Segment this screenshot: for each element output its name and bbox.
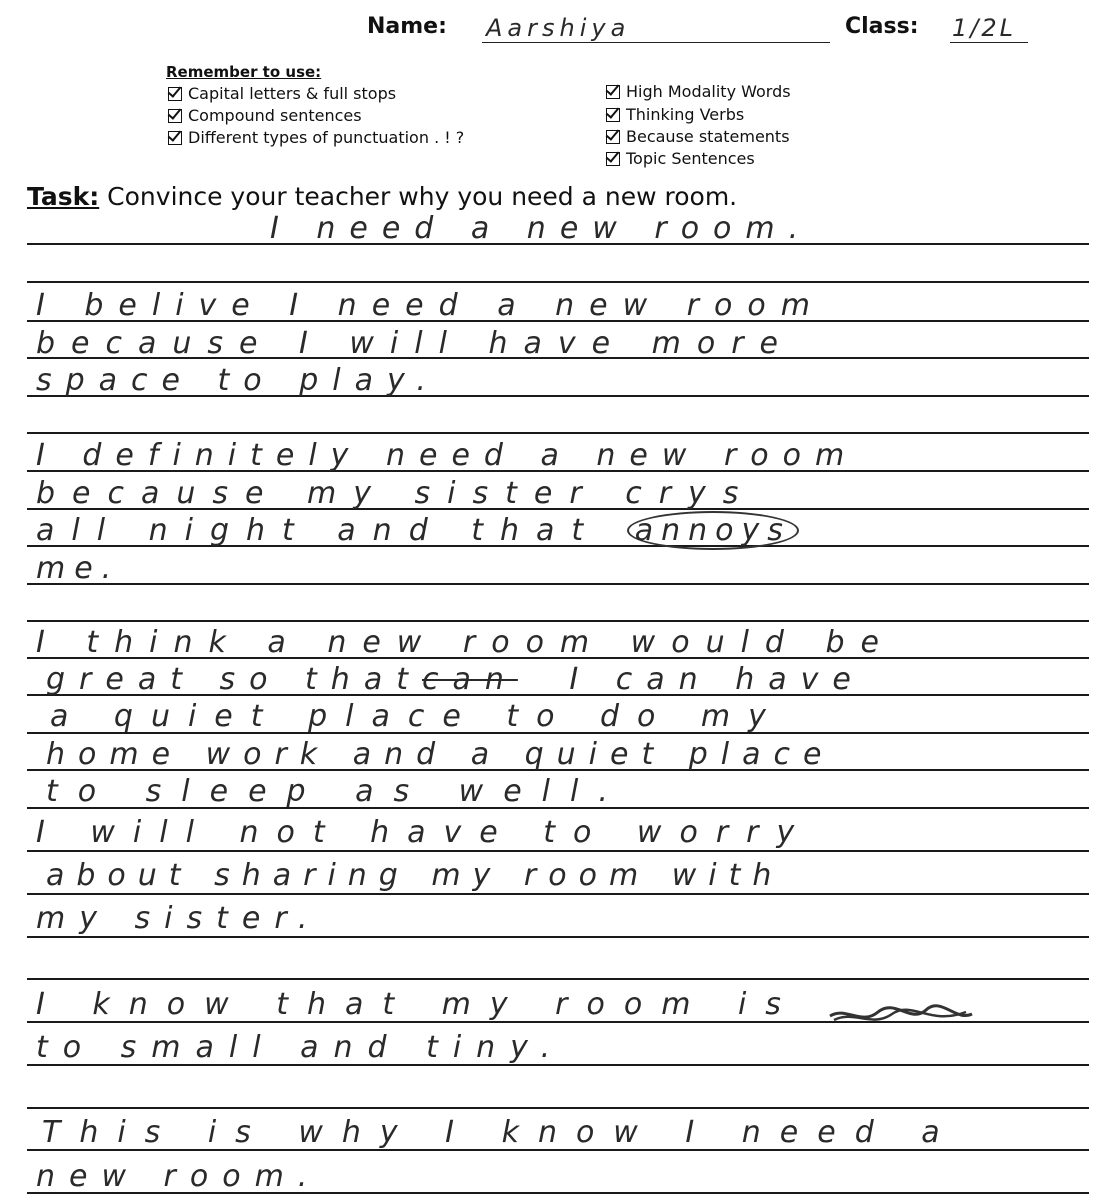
handwritten-line: to sleep as well. — [46, 774, 628, 809]
class-label: Class: — [845, 14, 919, 39]
name-label: Name: — [367, 14, 447, 39]
class-underline — [950, 42, 1028, 43]
handwritten-line: my sister. — [36, 901, 322, 936]
handwritten-line: home work and a quiet place — [46, 737, 835, 772]
ruled-line — [27, 850, 1089, 852]
handwritten-line: I know that my room is — [36, 987, 800, 1022]
checked-box-icon — [168, 109, 182, 123]
checked-box-icon — [606, 108, 620, 122]
handwritten-line: I think a new room would be — [36, 625, 896, 660]
handwritten-line: I will not have to worry — [36, 815, 813, 850]
crossed-out-word: can — [421, 662, 518, 697]
task-label: Task: — [27, 182, 100, 211]
class-value: 1/2L — [952, 14, 1016, 42]
checklist-item: Because statements — [606, 127, 790, 146]
circled-word: annoys — [627, 511, 799, 550]
task-text: Convince your teacher why you need a new room. — [107, 182, 738, 211]
handwritten-line: This is why I know I need a — [42, 1115, 959, 1150]
ruled-line — [27, 620, 1089, 622]
handwritten-line: a quiet place to do my — [50, 699, 784, 734]
task-prompt — [27, 182, 737, 211]
handwritten-line: I definitely need a new room — [36, 438, 859, 473]
checked-box-icon — [606, 130, 620, 144]
ruled-line — [27, 432, 1089, 434]
checked-box-icon — [168, 131, 182, 145]
handwritten-line: all night and that annoys — [36, 516, 799, 546]
checklist-item: Different types of punctuation . ! ? — [168, 128, 464, 147]
handwritten-line: new room. — [36, 1159, 322, 1194]
ruled-line — [27, 583, 1089, 585]
ruled-line — [27, 978, 1089, 980]
handwritten-line: I belive I need a new room — [36, 288, 825, 323]
handwritten-line: great so thatcan I can have — [46, 662, 865, 697]
checklist-item: Capital letters & full stops — [168, 84, 396, 103]
checklist-item: Compound sentences — [168, 106, 362, 125]
remember-title: Remember to use: — [166, 63, 322, 81]
checklist-item: Thinking Verbs — [606, 105, 744, 124]
checklist-item: Topic Sentences — [606, 149, 755, 168]
checked-box-icon — [606, 152, 620, 166]
handwritten-line: to small and tiny. — [36, 1030, 566, 1065]
student-name: Aarshiya — [486, 14, 631, 42]
handwritten-line: space to play. — [36, 363, 440, 398]
handwritten-line: me. — [36, 551, 121, 586]
name-underline — [482, 42, 830, 43]
scribbled-out-word — [826, 1000, 976, 1032]
handwritten-line: about sharing my room with — [46, 858, 784, 893]
checked-box-icon — [606, 85, 620, 99]
handwritten-title: I need a new room. — [270, 211, 813, 246]
ruled-line — [27, 1107, 1089, 1109]
ruled-line — [27, 893, 1089, 895]
checked-box-icon — [168, 87, 182, 101]
ruled-line — [27, 281, 1089, 283]
checklist-item: High Modality Words — [606, 82, 791, 101]
ruled-line — [27, 936, 1089, 938]
handwritten-line: because I will have more — [36, 326, 794, 361]
handwritten-line: because my sister crys — [36, 476, 756, 511]
